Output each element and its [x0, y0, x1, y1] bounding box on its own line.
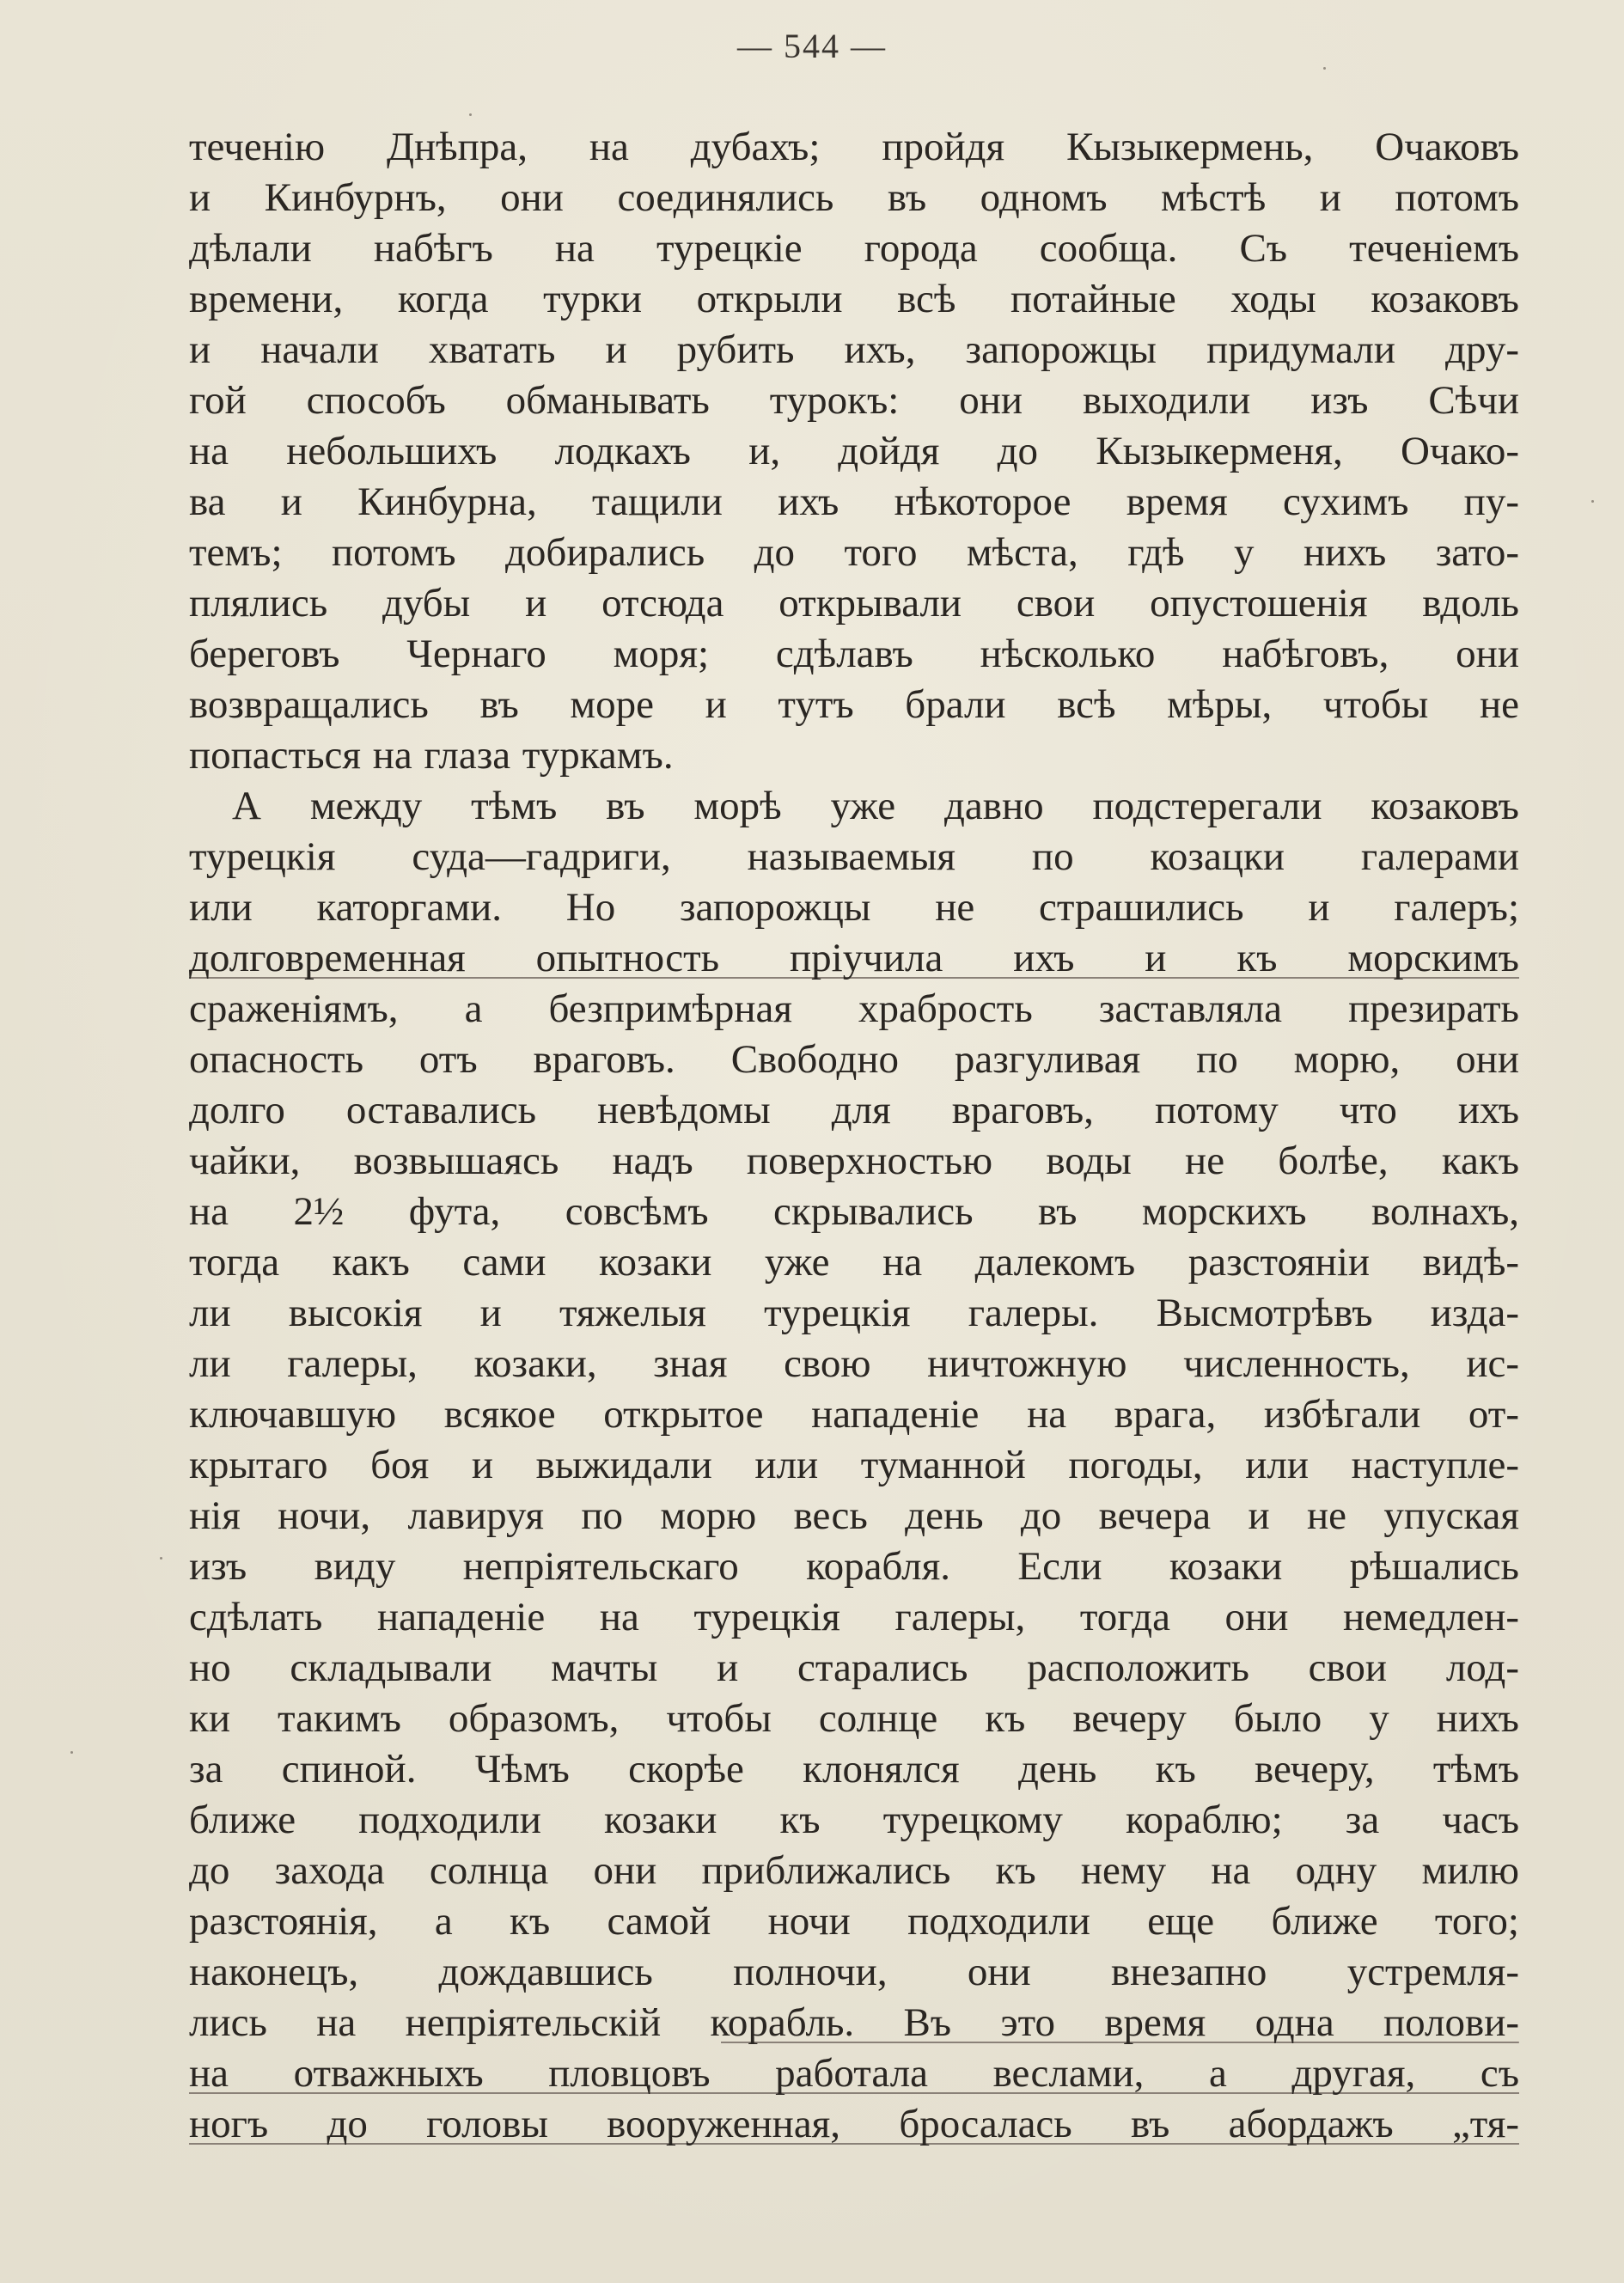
text-line: дѣлали набѣгъ на турецкіе города сообща. Съ теченіемъ: [189, 226, 1519, 271]
text-line: или каторгами. Но запорожцы не страшились и галеръ;: [189, 885, 1519, 930]
text-line: опасность отъ враговъ. Свободно разгуливая по морю, они: [189, 1037, 1519, 1082]
text-line: изъ виду непріятельскаго корабля. Если козаки рѣшались: [189, 1544, 1519, 1589]
text-line: но складывали мачты и старались расположить свои лод-: [189, 1645, 1519, 1690]
text-line: ключавшую всякое открытое нападеніе на врага, избѣгали от-: [189, 1392, 1519, 1437]
text-line: теченію Днѣпра, на дубахъ; пройдя Кызыкермень, Очаковъ: [189, 125, 1519, 169]
paragraph-end-line: попасться на глаза туркамъ.: [189, 733, 674, 778]
paper-speck: [1323, 67, 1326, 70]
underlined-text-line: на отважныхъ пловцовъ работала веслами, а другая, съ: [189, 2048, 1519, 2099]
text-line: нія ночи, лавируя по морю весь день до вечера и не упуская: [189, 1493, 1519, 1538]
text-line: возвращались въ море и тутъ брали всѣ мѣры, чтобы не: [189, 682, 1519, 727]
text-line: за спиной. Чѣмъ скорѣе клонялся день къ вечеру, тѣмъ: [189, 1747, 1519, 1792]
text-line: чайки, возвышаясь надъ поверхностью воды не болѣе, какъ: [189, 1138, 1519, 1183]
underlined-text-line: лись на непріятельскій корабль. Въ это время одна полови-: [189, 1998, 1519, 2048]
text-line: гой способъ обманывать турокъ: они выходили изъ Сѣчи: [189, 378, 1519, 423]
paper-speck: [1591, 500, 1594, 503]
text-line: сдѣлать нападеніе на турецкія галеры, тогда они немедлен-: [189, 1595, 1519, 1639]
text-line: тогда какъ сами козаки уже на далекомъ разстояніи видѣ-: [189, 1240, 1519, 1285]
text-line: ближе подходили козаки къ турецкому кораблю; за часъ: [189, 1798, 1519, 1842]
paragraph-start-line: А между тѣмъ въ морѣ уже давно подстерегали козаковъ: [232, 784, 1519, 828]
text-line: ва и Кинбурна, тащили ихъ нѣкоторое время сухимъ пу-: [189, 479, 1519, 524]
text-line: наконецъ, дождавшись полночи, они внезапно устремля-: [189, 1950, 1519, 1994]
text-line: и начали хватать и рубить ихъ, запорожцы придумали дру-: [189, 327, 1519, 372]
text-line: времени, когда турки открыли всѣ потайные ходы козаковъ: [189, 277, 1519, 321]
paper-speck: [469, 113, 472, 116]
body-text: [189, 122, 1519, 2150]
text-line: и Кинбурнъ, они соединялись въ одномъ мѣстѣ и потомъ: [189, 175, 1519, 220]
underlined-text-line: ногъ до головы вооруженная, бросалась въ абордажъ „тя-: [189, 2099, 1519, 2150]
text-line: на небольшихъ лодкахъ и, дойдя до Кызыкерменя, Очако-: [189, 429, 1519, 473]
text-line: на 2½ фута, совсѣмъ скрывались въ морскихъ волнахъ,: [189, 1189, 1519, 1234]
text-line: плялись дубы и отсюда открывали свои опустошенія вдоль: [189, 581, 1519, 626]
page-number: — 544 —: [737, 27, 887, 65]
text-line: ли галеры, козаки, зная свою ничтожную численность, ис-: [189, 1341, 1519, 1386]
text-line: до захода солнца они приближались къ нему на одну милю: [189, 1848, 1519, 1893]
text-line: долго оставались невѣдомы для враговъ, потому что ихъ: [189, 1088, 1519, 1132]
text-line: ли высокія и тяжелыя турецкія галеры. Высмотрѣвъ изда-: [189, 1291, 1519, 1335]
text-line: темъ; потомъ добирались до того мѣста, гдѣ у нихъ зато-: [189, 530, 1519, 575]
text-line: береговъ Чернаго моря; сдѣлавъ нѣсколько набѣговъ, они: [189, 632, 1519, 676]
text-line: сраженіямъ, а безпримѣрная храбрость заставляла презирать: [189, 986, 1519, 1031]
underlined-text-line: долговременная опытность пріучила ихъ и къ морскимъ: [189, 933, 1519, 984]
text-line: ки такимъ образомъ, чтобы солнце къ вечеру было у нихъ: [189, 1696, 1519, 1741]
paper-speck: [70, 1751, 73, 1754]
text-line: турецкія суда—гадриги, называемыя по козацки галерами: [189, 834, 1519, 879]
text-line: крытаго боя и выжидали или туманной погоды, или наступле-: [189, 1443, 1519, 1487]
paper-speck: [160, 1557, 162, 1560]
text-line: разстоянія, а къ самой ночи подходили еще ближе того;: [189, 1899, 1519, 1944]
